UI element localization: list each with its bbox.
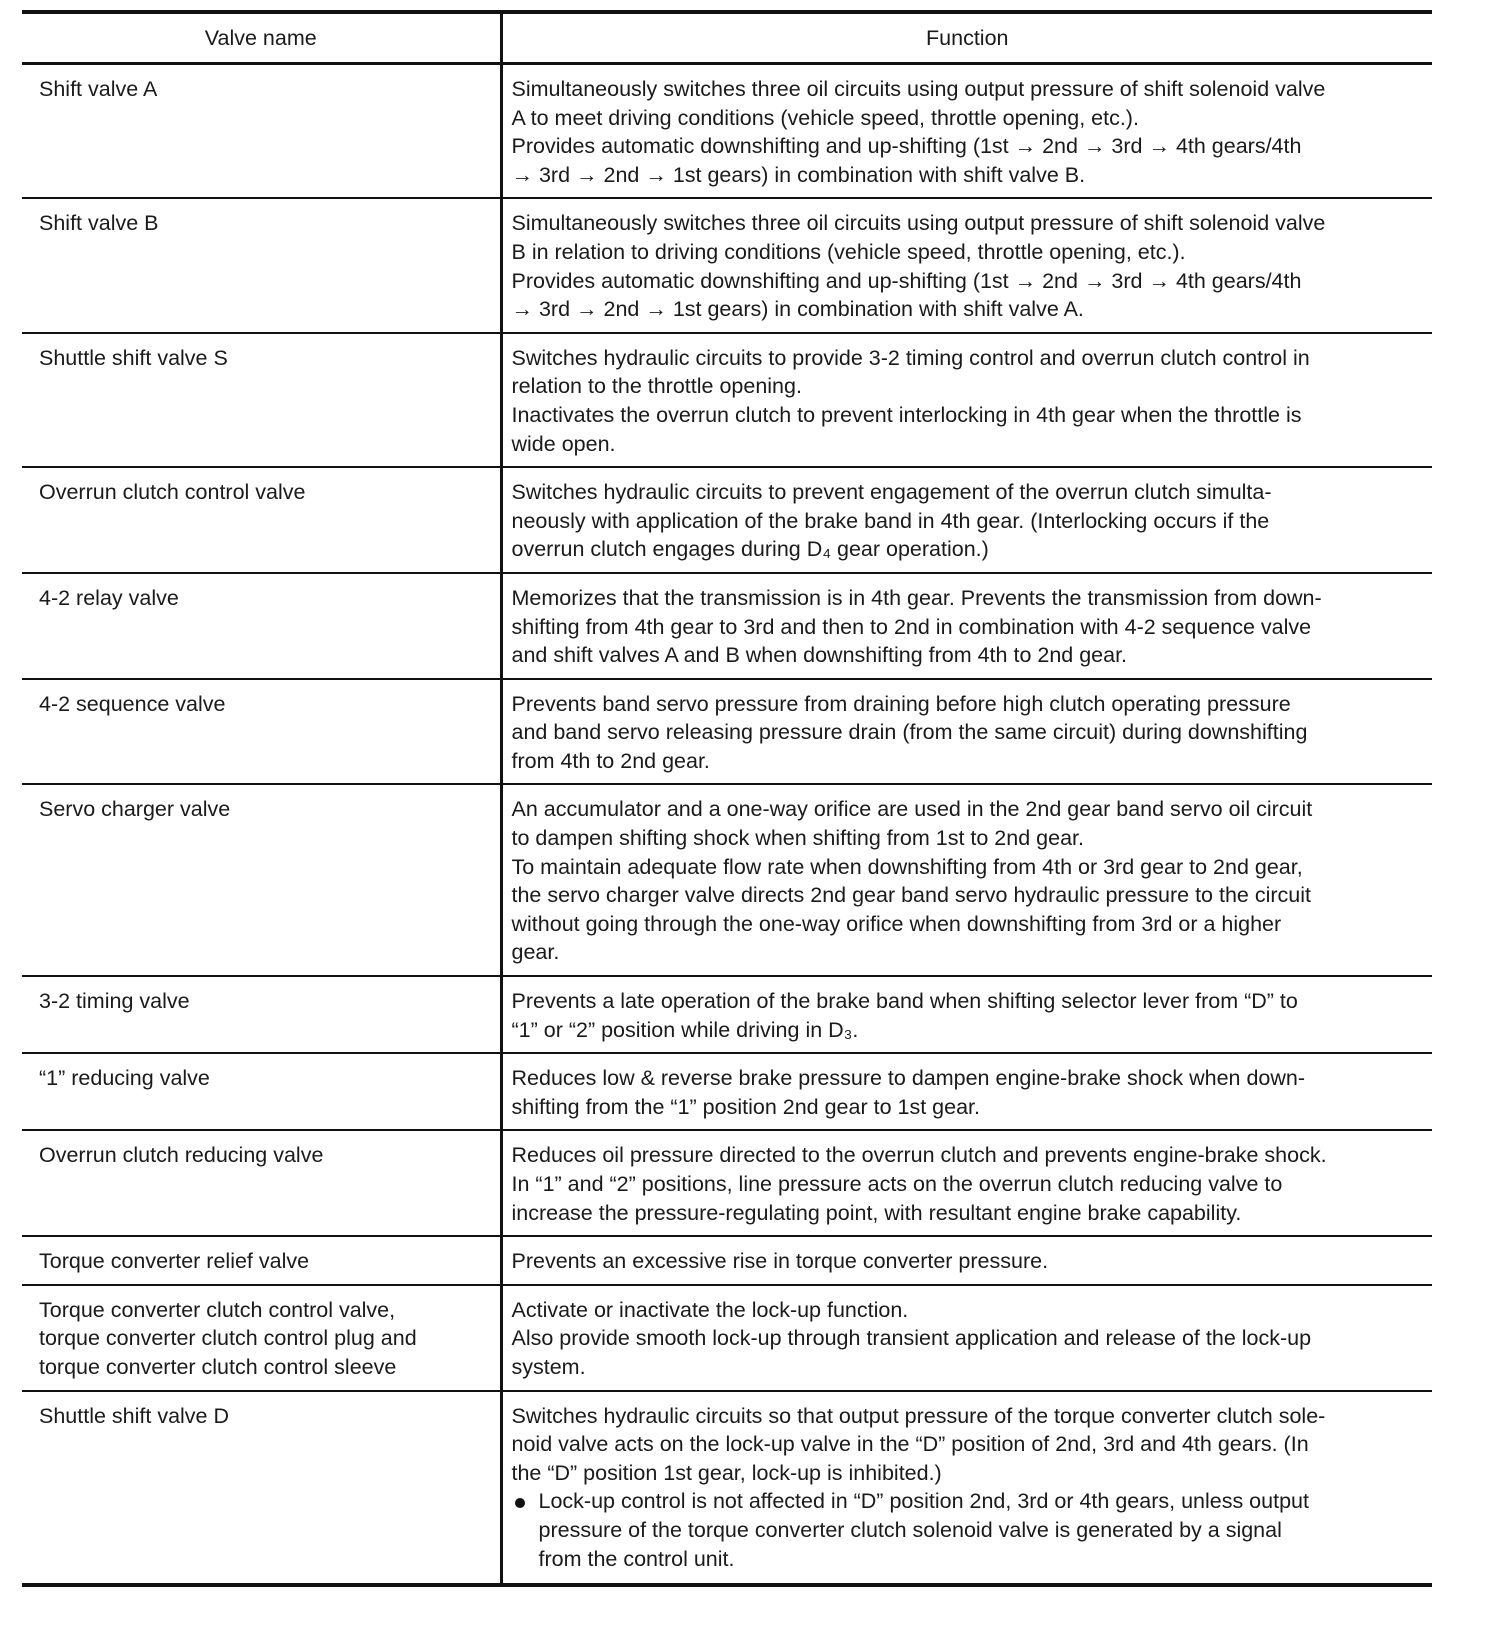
table-row <box>22 333 1432 467</box>
function-cell <box>501 1236 1432 1285</box>
valve-function-table-container <box>22 10 1432 1587</box>
function-line: Simultaneously switches three oil circuits using output pressure of shift solenoid valve <box>511 77 1326 101</box>
function-line: system. <box>511 1354 586 1379</box>
function-line: and shift valves A and B when downshifting from 4th to 2nd gear. <box>511 643 1128 668</box>
valve-name-cell <box>22 784 501 976</box>
function-cell <box>501 64 1432 199</box>
valve-name-cell <box>22 333 501 467</box>
function-cell <box>501 679 1432 785</box>
column-header-function: Function <box>501 14 1432 64</box>
function-line: An accumulator and a one-way orifice are used in the 2nd gear band servo oil circuit <box>511 797 1313 822</box>
table-row <box>22 1130 1432 1236</box>
valve-name-cell <box>22 1053 501 1130</box>
valve-name-line: Shuttle shift valve S <box>39 345 228 370</box>
function-line: from 4th to 2nd gear. <box>511 748 710 773</box>
function-line: → 3rd → 2nd → 1st gears) in combination with shift valve A. <box>511 297 1084 322</box>
function-line: To maintain adequate flow rate when downshifting from 4th or 3rd gear to 2nd gear, <box>511 854 1303 879</box>
function-cell <box>501 198 1432 332</box>
valve-name-cell <box>22 64 501 199</box>
function-line: shifting from the “1” position 2nd gear to 1st gear. <box>511 1094 980 1119</box>
bullet-line: pressure of the torque converter clutch solenoid valve is generated by a signal <box>538 1517 1282 1542</box>
valve-name-line: Torque converter relief valve <box>39 1249 310 1274</box>
function-line: and band servo releasing pressure drain (from the same circuit) during downshifting <box>511 720 1308 745</box>
function-cell <box>501 1130 1432 1236</box>
function-line: In “1” and “2” positions, line pressure acts on the overrun clutch reducing valve to <box>511 1172 1283 1196</box>
valve-name-line: “1” reducing valve <box>39 1066 210 1091</box>
valve-name-cell <box>22 1236 501 1285</box>
function-cell <box>501 333 1432 467</box>
table-row <box>22 1053 1432 1130</box>
valve-name-cell <box>22 1391 501 1584</box>
table-header-row <box>22 14 1432 64</box>
valve-name-line: Servo charger valve <box>39 797 231 822</box>
valve-name-cell <box>22 467 501 573</box>
function-line: Prevents band servo pressure from draining before high clutch operating pressure <box>511 691 1291 716</box>
function-line: neously with application of the brake band in 4th gear. (Interlocking occurs if the <box>511 508 1270 533</box>
table-row <box>22 1236 1432 1285</box>
function-line: Also provide smooth lock-up through transient application and release of the lock-up <box>511 1326 1312 1351</box>
function-cell <box>501 976 1432 1053</box>
valve-name-line: 4-2 sequence valve <box>39 691 226 716</box>
bullet-line: from the control unit. <box>538 1546 735 1571</box>
valve-name-cell <box>22 573 501 679</box>
table-row <box>22 64 1432 199</box>
function-line: the servo charger valve directs 2nd gear band servo hydraulic pressure to the circuit <box>511 883 1311 908</box>
function-line: Switches hydraulic circuits to provide 3-2 timing control and overrun clutch control in <box>511 345 1310 370</box>
valve-name-line: 3-2 timing valve <box>39 989 190 1014</box>
function-line: relation to the throttle opening. <box>511 374 802 399</box>
function-line: → 3rd → 2nd → 1st gears) in combination with shift valve B. <box>511 162 1086 187</box>
valve-name-line: Torque converter clutch control valve, <box>39 1297 396 1322</box>
bullet-line: Lock-up control is not affected in “D” position 2nd, 3rd or 4th gears, unless output <box>538 1489 1309 1514</box>
valve-name-cell <box>22 1130 501 1236</box>
function-line: B in relation to driving conditions (vehicle speed, throttle opening, etc.). <box>511 239 1186 264</box>
table-row <box>22 976 1432 1053</box>
function-line: increase the pressure-regulating point, with resultant engine brake capability. <box>511 1200 1242 1225</box>
table-row <box>22 1391 1432 1584</box>
column-header-valve-name: Valve name <box>22 14 501 64</box>
function-line: Prevents a late operation of the brake band when shifting selector lever from “D” to <box>511 989 1298 1014</box>
table-row <box>22 198 1432 332</box>
function-line: overrun clutch engages during D₄ gear operation.) <box>511 537 989 562</box>
valve-name-cell <box>22 198 501 332</box>
valve-name-line: Overrun clutch control valve <box>39 480 306 505</box>
valve-name-line: Shuttle shift valve D <box>39 1403 230 1428</box>
function-line: Reduces low & reverse brake pressure to dampen engine-brake shock when down- <box>511 1066 1306 1091</box>
table-row <box>22 1285 1432 1391</box>
function-line: Provides automatic downshifting and up-shifting (1st → 2nd → 3rd → 4th gears/4th <box>511 268 1302 293</box>
function-line: “1” or “2” position while driving in D₃. <box>511 1017 859 1042</box>
valve-name-line: Shift valve A <box>39 77 158 101</box>
valve-function-table <box>22 14 1432 1583</box>
valve-name-line: Overrun clutch reducing valve <box>39 1143 324 1168</box>
valve-name-cell <box>22 1285 501 1391</box>
table-row <box>22 679 1432 785</box>
function-line: A to meet driving conditions (vehicle speed, throttle opening, etc.). <box>511 105 1139 130</box>
valve-name-line: 4-2 relay valve <box>39 585 179 610</box>
function-line: Switches hydraulic circuits to prevent engagement of the overrun clutch simulta- <box>511 480 1272 505</box>
bullet-dot-icon <box>515 1498 525 1508</box>
valve-name-line: torque converter clutch control plug and <box>39 1326 417 1351</box>
function-line: the “D” position 1st gear, lock-up is inhibited.) <box>511 1460 942 1485</box>
valve-name-line: Shift valve B <box>39 211 159 236</box>
function-line: gear. <box>511 940 560 965</box>
function-line: noid valve acts on the lock-up valve in the “D” position of 2nd, 3rd and 4th gears. (In <box>511 1432 1309 1457</box>
function-line: Prevents an excessive rise in torque converter pressure. <box>511 1249 1049 1274</box>
function-line: Simultaneously switches three oil circuits using output pressure of shift solenoid valve <box>511 211 1326 236</box>
valve-name-cell <box>22 976 501 1053</box>
function-line: without going through the one-way orifice when downshifting from 3rd or a higher <box>511 911 1282 936</box>
function-line: Provides automatic downshifting and up-shifting (1st → 2nd → 3rd → 4th gears/4th <box>511 134 1302 159</box>
table-row <box>22 784 1432 976</box>
function-cell <box>501 1053 1432 1130</box>
function-line: Reduces oil pressure directed to the overrun clutch and prevents engine-brake shock. <box>511 1143 1327 1168</box>
function-line: Inactivates the overrun clutch to prevent interlocking in 4th gear when the throttle is <box>511 402 1302 427</box>
function-cell <box>501 784 1432 976</box>
function-cell <box>501 467 1432 573</box>
function-line: Switches hydraulic circuits so that output pressure of the torque converter clutch sole- <box>511 1403 1326 1428</box>
function-cell <box>501 1391 1432 1584</box>
function-line: Activate or inactivate the lock-up function. <box>511 1297 909 1322</box>
function-line: to dampen shifting shock when shifting from 1st to 2nd gear. <box>511 826 1084 851</box>
function-line: shifting from 4th gear to 3rd and then to 2nd in combination with 4-2 sequence valve <box>511 614 1312 639</box>
table-row <box>22 467 1432 573</box>
function-cell <box>501 573 1432 679</box>
function-cell <box>501 1285 1432 1391</box>
valve-name-line: torque converter clutch control sleeve <box>39 1354 397 1379</box>
valve-name-cell <box>22 679 501 785</box>
table-row <box>22 573 1432 679</box>
function-line: Memorizes that the transmission is in 4th gear. Prevents the transmission from down- <box>511 585 1322 610</box>
function-line: wide open. <box>511 431 616 456</box>
bullet-item <box>512 1487 1423 1573</box>
